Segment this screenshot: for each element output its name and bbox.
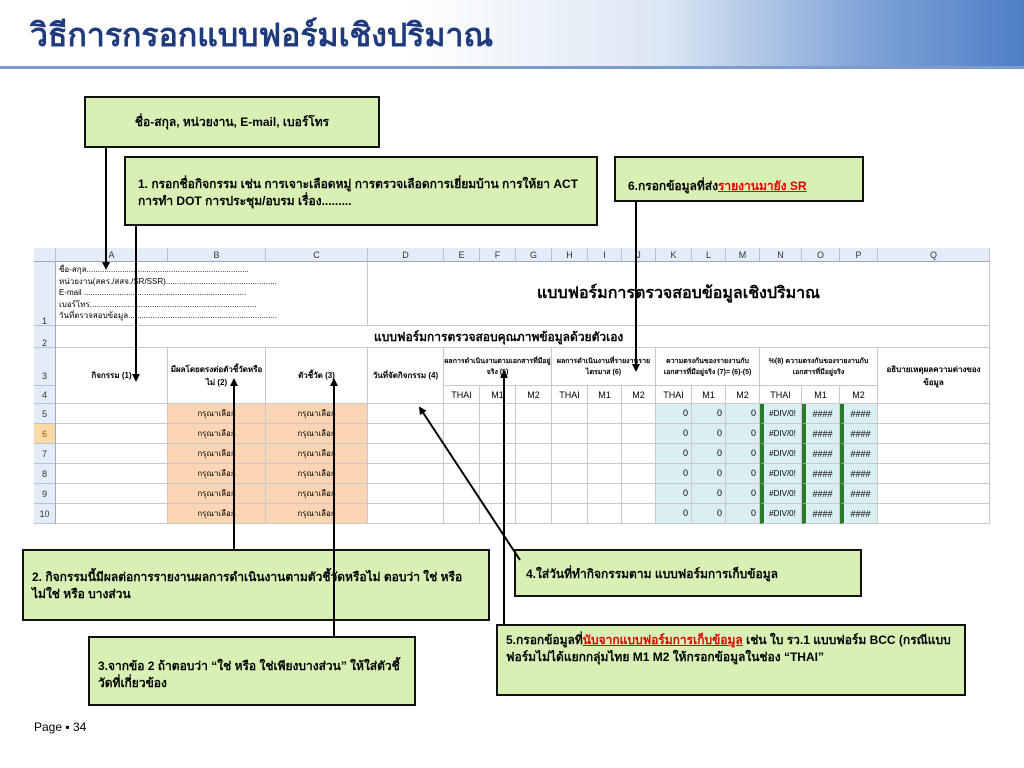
row-header-2[interactable] [34, 326, 56, 348]
cell-i9[interactable] [588, 484, 622, 504]
cell-e9[interactable] [444, 484, 480, 504]
pct-thai[interactable]: #DIV/0! [760, 484, 802, 504]
col-header-d[interactable]: D [368, 248, 444, 262]
col-header-f[interactable]: F [480, 248, 516, 262]
cell-d10[interactable] [368, 504, 444, 524]
diff-m2[interactable]: 0 [726, 504, 760, 524]
row-header-8-label: 8 [41, 469, 47, 479]
cell-g8[interactable] [516, 464, 552, 484]
cell-f7[interactable] [480, 444, 516, 464]
slide-title: วิธีการกรอกแบบฟอร์มเชิงปริมาณ [30, 16, 494, 54]
header-affects-text: มีผลโดยตรงต่อตัวชี้วัดหรือไม่ (2) [170, 364, 263, 387]
col-header-j[interactable]: J [622, 248, 656, 262]
subheader-e[interactable]: THAI [444, 386, 480, 404]
diff-thai[interactable]: 0 [656, 484, 692, 504]
diff-m1[interactable]: 0 [692, 404, 726, 424]
page-number: Page ▪ 34 [34, 720, 87, 734]
affects-select[interactable]: กรุณาเลือก [168, 504, 266, 524]
pct-m1[interactable]: #### [802, 444, 840, 464]
diff-m2[interactable]: 0 [726, 444, 760, 464]
cell-f9[interactable] [480, 484, 516, 504]
header-date-text: วันที่จัดกิจกรรม (4) [372, 371, 439, 380]
row-header-1[interactable] [34, 262, 56, 326]
col-header-b[interactable]: B [168, 248, 266, 262]
row-header-1-label: 1 [41, 316, 47, 326]
header-explain[interactable] [878, 348, 990, 404]
callout-indicator-text: 3.จากข้อ 2 ถ้าตอบว่า “ใช่ หรือ ใช่เพียงบางส่วน” ให้ใส่ตัวชี้วัดที่เกี่ยวข้อง [98, 659, 400, 690]
row-header-10[interactable] [34, 504, 56, 524]
cell-e8[interactable] [444, 464, 480, 484]
col-header-g[interactable]: G [516, 248, 552, 262]
callout-date [514, 549, 862, 597]
diff-m2[interactable]: 0 [726, 484, 760, 504]
pct-m2[interactable]: #### [840, 404, 878, 424]
cell-d9[interactable] [368, 484, 444, 504]
row-header-5-label: 5 [41, 409, 47, 419]
cell-q5[interactable] [878, 404, 990, 424]
indicator-select[interactable]: กรุณาเลือก [266, 484, 368, 504]
pct-thai[interactable]: #DIV/0! [760, 424, 802, 444]
subheader-l[interactable]: M1 [692, 386, 726, 404]
subheader-f[interactable]: M1 [480, 386, 516, 404]
pct-m1[interactable]: #### [802, 484, 840, 504]
header-activity-text: กิจกรรม (1) [91, 371, 132, 380]
cell-a5[interactable] [56, 404, 168, 424]
callout-6-red: รายงานมายัง SR [717, 179, 807, 193]
pct-thai[interactable]: #DIV/0! [760, 504, 802, 524]
col-header-l[interactable]: L [692, 248, 726, 262]
subheader-h[interactable]: THAI [552, 386, 588, 404]
affects-select[interactable]: กรุณาเลือก [168, 404, 266, 424]
info-check-date: วันที่ตรวจสอบข้อมูล................................................................... [59, 311, 278, 320]
pct-m2[interactable]: #### [840, 444, 878, 464]
cell-i5[interactable] [588, 404, 622, 424]
subheader-n[interactable]: THAI [760, 386, 802, 404]
row-header-2-label: 2 [41, 338, 47, 348]
row-header-6-label: 6 [41, 429, 47, 439]
subheader-j[interactable]: M2 [622, 386, 656, 404]
pct-thai[interactable]: #DIV/0! [760, 404, 802, 424]
cell-a7[interactable] [56, 444, 168, 464]
indicator-select[interactable]: กรุณาเลือก [266, 404, 368, 424]
cell-f8[interactable] [480, 464, 516, 484]
callout-indicator [88, 636, 416, 706]
callout-report-sr [614, 156, 864, 202]
col-header-h[interactable]: H [552, 248, 588, 262]
cell-e6[interactable] [444, 424, 480, 444]
callout-affects-text: 2. กิจกรรมนี้มีผลต่อการรายงานผลการดำเนินงานตามตัวชี้วัดหรือไม่ ตอบว่า ใช่ หรือ ไม่ใช่ หรือ บางส่วน [32, 570, 463, 601]
row-header-3[interactable] [34, 348, 56, 386]
pct-m1[interactable]: #### [802, 424, 840, 444]
callout-5-prefix: 5.กรอกข้อมูลที่ [506, 633, 583, 647]
cell-h9[interactable] [552, 484, 588, 504]
col-header-k[interactable]: K [656, 248, 692, 262]
pct-m2[interactable]: #### [840, 424, 878, 444]
row-header-4-label: 4 [41, 390, 47, 400]
row-header-7[interactable] [34, 444, 56, 464]
diff-m1[interactable]: 0 [692, 504, 726, 524]
header-group-7-text: ความตรงกันของรายงานกับเอกสารที่มีอยู่จริง (7)= (6)-(5) [663, 357, 752, 376]
cell-j7[interactable] [622, 444, 656, 464]
subheader-g[interactable]: M2 [516, 386, 552, 404]
cell-h6[interactable] [552, 424, 588, 444]
diff-thai[interactable]: 0 [656, 404, 692, 424]
cell-j6[interactable] [622, 424, 656, 444]
diff-m1[interactable]: 0 [692, 424, 726, 444]
cell-d5[interactable] [368, 404, 444, 424]
info-name: ชื่อ-สกุล......................................................................... [59, 265, 249, 274]
col-header-a[interactable]: A [56, 248, 168, 262]
callout-activity [124, 156, 598, 226]
header-group-6-text: ผลการดำเนินงานที่รายงานรายไตรมาส (6) [556, 357, 651, 376]
col-header-o[interactable]: O [802, 248, 840, 262]
cell-a10[interactable] [56, 504, 168, 524]
cell-i10[interactable] [588, 504, 622, 524]
row-header-9-label: 9 [41, 489, 47, 499]
cell-e5[interactable] [444, 404, 480, 424]
header-group-5[interactable] [444, 348, 552, 386]
cell-f6[interactable] [480, 424, 516, 444]
callout-5-red: นับจากแบบฟอร์มการเก็บข้อมูล [582, 633, 743, 647]
affects-select[interactable]: กรุณาเลือก [168, 424, 266, 444]
cell-q10[interactable] [878, 504, 990, 524]
header-indicator[interactable] [266, 348, 368, 404]
cell-h8[interactable] [552, 464, 588, 484]
cell-e10[interactable] [444, 504, 480, 524]
diff-m1[interactable]: 0 [692, 484, 726, 504]
col-header-e[interactable]: E [444, 248, 480, 262]
pct-thai[interactable]: #DIV/0! [760, 464, 802, 484]
indicator-select[interactable]: กรุณาเลือก [266, 464, 368, 484]
cell-q9[interactable] [878, 484, 990, 504]
header-divider [0, 66, 1024, 69]
cell-g6[interactable] [516, 424, 552, 444]
cell-a6[interactable] [56, 424, 168, 444]
affects-select[interactable]: กรุณาเลือก [168, 444, 266, 464]
header-indicator-text: ตัวชี้วัด (3) [298, 371, 335, 380]
pct-m2[interactable]: #### [840, 484, 878, 504]
cell-j10[interactable] [622, 504, 656, 524]
subheader-o[interactable]: M1 [802, 386, 840, 404]
cell-h10[interactable] [552, 504, 588, 524]
affects-select[interactable]: กรุณาเลือก [168, 464, 266, 484]
sheet-corner[interactable] [34, 248, 56, 262]
row-header-8[interactable] [34, 464, 56, 484]
callout-affects [22, 549, 490, 621]
col-header-n[interactable]: N [760, 248, 802, 262]
cell-j8[interactable] [622, 464, 656, 484]
info-phone: เบอร์โทร........................................................................... [59, 299, 257, 309]
cell-f10[interactable] [480, 504, 516, 524]
cell-g7[interactable] [516, 444, 552, 464]
col-header-c[interactable]: C [266, 248, 368, 262]
callout-5-suffix: เช่น ใบ รว.1 แบบฟอร์ม BCC (กรณีแบบฟอร์มไม่ได้แยกกลุ่มไทย M1 M2 ให้กรอกข้อมูลในช่อง “THAI” [506, 633, 951, 664]
subheader-p[interactable]: M2 [840, 386, 878, 404]
col-header-q[interactable]: Q [878, 248, 990, 262]
cell-q7[interactable] [878, 444, 990, 464]
cell-j9[interactable] [622, 484, 656, 504]
pct-m1[interactable]: #### [802, 464, 840, 484]
row-header-7-label: 7 [41, 449, 47, 459]
col-header-p[interactable]: P [840, 248, 878, 262]
form-subtitle [56, 326, 990, 348]
diff-m2[interactable]: 0 [726, 424, 760, 444]
col-header-m[interactable]: M [726, 248, 760, 262]
cell-a9[interactable] [56, 484, 168, 504]
cell-g9[interactable] [516, 484, 552, 504]
row-header-5[interactable] [34, 404, 56, 424]
header-group-6[interactable] [552, 348, 656, 386]
diff-m2[interactable]: 0 [726, 464, 760, 484]
row-header-9[interactable] [34, 484, 56, 504]
diff-thai[interactable]: 0 [656, 424, 692, 444]
header-group-8-text: %(8) ความตรงกันของรายงานกับเอกสารที่มีอยู่จริง [768, 357, 869, 376]
row-header-6[interactable] [34, 424, 56, 444]
header-date[interactable] [368, 348, 444, 404]
subheader-k[interactable]: THAI [656, 386, 692, 404]
callout-name-text: ชื่อ-สกุล, หน่วยงาน, E-mail, เบอร์โทร [134, 114, 330, 129]
header-group-7[interactable] [656, 348, 760, 386]
callout-activity-text: 1. กรอกชื่อกิจกรรม เช่น การเจาะเลือดหมู่ การตรวจเลือดการเยี่ยมบ้าน การให้ยา ACT การทำ DOT การประชุม/อบรม เรื่อง......... [138, 177, 579, 208]
cell-h7[interactable] [552, 444, 588, 464]
info-unit: หน่วยงาน(สคร./สสจ./SR/SSR).................................................. [59, 276, 277, 286]
indicator-select[interactable]: กรุณาเลือก [266, 504, 368, 524]
cell-i7[interactable] [588, 444, 622, 464]
form-subtitle-text: แบบฟอร์มการตรวจสอบคุณภาพข้อมูลด้วยตัวเอง [374, 330, 624, 344]
pct-thai[interactable]: #DIV/0! [760, 444, 802, 464]
cell-q6[interactable] [878, 424, 990, 444]
form-title [368, 262, 990, 326]
cell-j5[interactable] [622, 404, 656, 424]
form-title-text: แบบฟอร์มการตรวจสอบข้อมูลเชิงปริมาณ [536, 285, 820, 302]
subheader-i[interactable]: M1 [588, 386, 622, 404]
diff-thai[interactable]: 0 [656, 464, 692, 484]
callout-6-prefix: 6.กรอกข้อมูลที่ส่ง [628, 179, 718, 193]
diff-thai[interactable]: 0 [656, 504, 692, 524]
cell-q8[interactable] [878, 464, 990, 484]
info-block[interactable] [56, 262, 368, 326]
cell-e7[interactable] [444, 444, 480, 464]
header-group-8[interactable] [760, 348, 878, 386]
diff-m2[interactable]: 0 [726, 404, 760, 424]
affects-select[interactable]: กรุณาเลือก [168, 484, 266, 504]
cell-i8[interactable] [588, 464, 622, 484]
header-affects[interactable] [168, 348, 266, 404]
indicator-select[interactable]: กรุณาเลือก [266, 424, 368, 444]
spreadsheet [34, 248, 990, 524]
header-explain-text: อธิบายเหตุผลความต่างของข้อมูล [886, 364, 981, 387]
pct-m1[interactable]: #### [802, 504, 840, 524]
diff-m1[interactable]: 0 [692, 444, 726, 464]
pct-m2[interactable]: #### [840, 464, 878, 484]
cell-i6[interactable] [588, 424, 622, 444]
header-group-5-text: ผลการดำเนินงานตามเอกสารที่มีอยู่จริง (5) [444, 357, 551, 376]
cell-h5[interactable] [552, 404, 588, 424]
indicator-select[interactable]: กรุณาเลือก [266, 444, 368, 464]
row-header-3-label: 3 [41, 371, 47, 381]
cell-f5[interactable] [480, 404, 516, 424]
header-activity[interactable] [56, 348, 168, 404]
cell-g5[interactable] [516, 404, 552, 424]
col-header-i[interactable]: I [588, 248, 622, 262]
diff-m1[interactable]: 0 [692, 464, 726, 484]
callout-date-text: 4.ใส่วันที่ทำกิจกรรมตาม แบบฟอร์มการเก็บข้อมูล [526, 567, 778, 581]
info-email: E-mail ......................................................................... [59, 288, 247, 297]
diff-thai[interactable]: 0 [656, 444, 692, 464]
cell-d6[interactable] [368, 424, 444, 444]
callout-name-fields [84, 96, 380, 148]
row-header-4[interactable] [34, 386, 56, 404]
cell-d8[interactable] [368, 464, 444, 484]
subheader-m[interactable]: M2 [726, 386, 760, 404]
pct-m2[interactable]: #### [840, 504, 878, 524]
pct-m1[interactable]: #### [802, 404, 840, 424]
callout-count-data [496, 624, 966, 696]
cell-g10[interactable] [516, 504, 552, 524]
cell-a8[interactable] [56, 464, 168, 484]
row-header-10-label: 10 [39, 509, 50, 519]
cell-d7[interactable] [368, 444, 444, 464]
